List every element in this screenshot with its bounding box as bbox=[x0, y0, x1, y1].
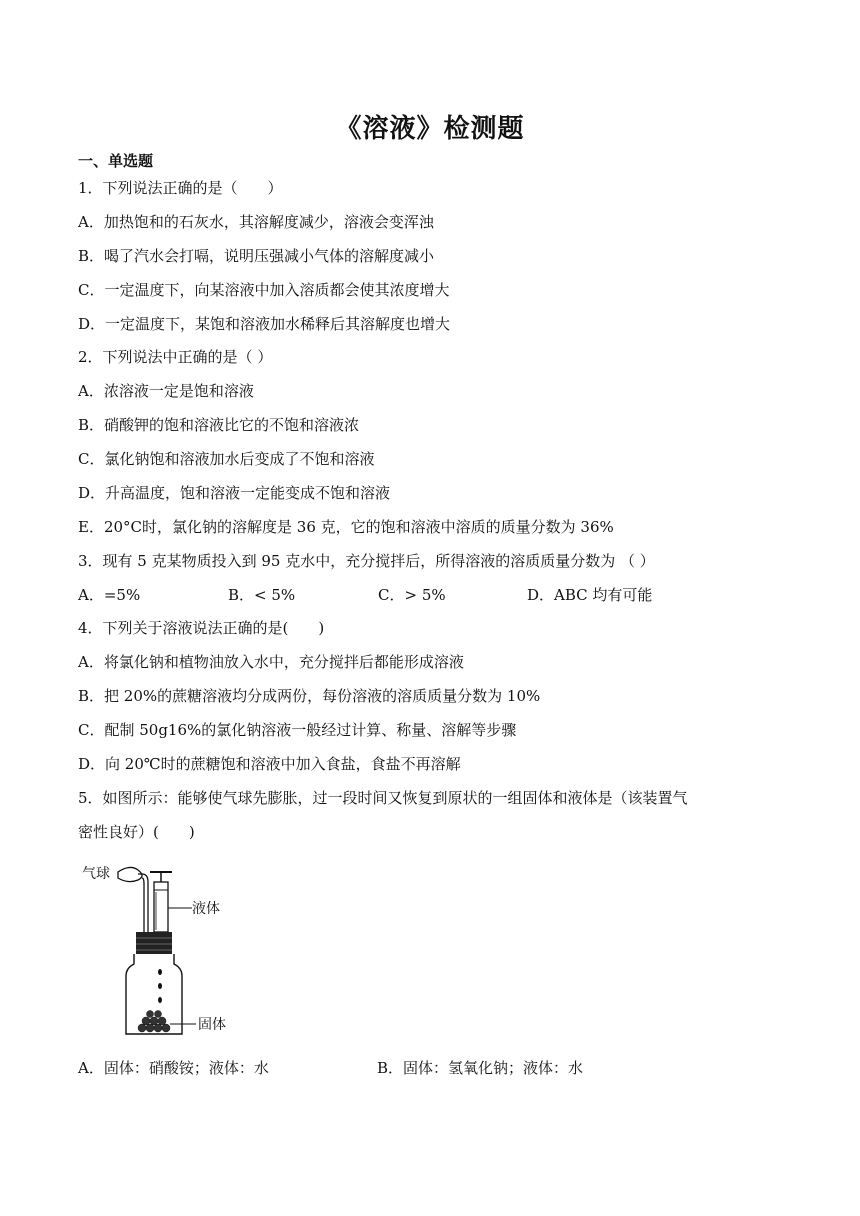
question-2-option-a: A．浓溶液一定是饱和溶液 bbox=[78, 382, 254, 400]
question-4-option-d: D．向 20℃时的蔗糖饱和溶液中加入食盐，食盐不再溶解 bbox=[78, 755, 461, 773]
liquid-drop bbox=[158, 969, 162, 975]
glass-tube bbox=[138, 874, 148, 934]
question-2-option-b: B．硝酸钾的饱和溶液比它的不饱和溶液浓 bbox=[78, 416, 360, 434]
rubber-stopper bbox=[136, 932, 172, 954]
question-1-option-a: A．加热饱和的石灰水，其溶解度减少，溶液会变浑浊 bbox=[78, 213, 434, 231]
question-3-option-c: C．> 5% bbox=[378, 586, 446, 604]
question-3-options bbox=[78, 585, 778, 605]
question-5-stem-line-2: 密性良好）( ) bbox=[78, 823, 195, 841]
question-4-stem: 4．下列关于溶液说法正确的是( ) bbox=[78, 619, 325, 637]
question-4-option-a: A．将氯化钠和植物油放入水中，充分搅拌后都能形成溶液 bbox=[78, 653, 464, 671]
question-4-option-b: B．把 20%的蔗糖溶液均分成两份，每份溶液的溶质质量分数为 10% bbox=[78, 687, 541, 705]
question-2-option-c: C．氯化钠饱和溶液加水后变成了不饱和溶液 bbox=[78, 450, 375, 468]
question-5-option-a: A．固体：硝酸铵；液体：水 bbox=[78, 1059, 269, 1077]
balloon-label: 气球 bbox=[82, 866, 110, 882]
question-3-option-b: B．< 5% bbox=[228, 586, 296, 604]
question-1-option-d: D．一定温度下，某饱和溶液加水稀释后其溶解度也增大 bbox=[78, 315, 451, 333]
question-1-option-b: B．喝了汽水会打嗝，说明压强减小气体的溶解度减小 bbox=[78, 247, 435, 265]
solid-label: 固体 bbox=[198, 1017, 226, 1033]
question-3-option-a: A．=5% bbox=[78, 586, 141, 604]
apparatus-figure bbox=[80, 852, 250, 1042]
question-3-stem: 3．现有 5 克某物质投入到 95 克水中，充分搅拌后，所得溶液的溶质质量分数为 （ ） bbox=[78, 552, 655, 570]
question-4-option-c: C．配制 50g16%的氯化钠溶液一般经过计算、称量、溶解等步骤 bbox=[78, 721, 517, 739]
apparatus-diagram bbox=[80, 852, 250, 1042]
question-1-stem: 1．下列说法正确的是（ ） bbox=[78, 179, 283, 197]
question-5-option-b: B．固体：氢氧化钠；液体：水 bbox=[377, 1059, 584, 1077]
question-2-option-e: E．20°C时，氯化钠的溶解度是 36 克，它的饱和溶液中溶质的质量分数为 36% bbox=[78, 518, 614, 536]
question-5-stem-line-1: 5．如图所示：能够使气球先膨胀，过一段时间又恢复到原状的一组固体和液体是（该装置气 bbox=[78, 789, 688, 807]
question-2-option-d: D．升高温度，饱和溶液一定能变成不饱和溶液 bbox=[78, 484, 391, 502]
question-3-option-d: D．ABC 均有可能 bbox=[527, 586, 653, 604]
section-heading: 一、单选题 bbox=[78, 152, 154, 170]
liquid-label: 液体 bbox=[192, 901, 220, 917]
question-2-stem: 2．下列说法中正确的是（ ） bbox=[78, 348, 273, 366]
page-title: 《溶液》检测题 bbox=[335, 114, 525, 144]
question-1-option-c: C．一定温度下，向某溶液中加入溶质都会使其浓度增大 bbox=[78, 281, 450, 299]
question-5-options bbox=[78, 1058, 778, 1078]
